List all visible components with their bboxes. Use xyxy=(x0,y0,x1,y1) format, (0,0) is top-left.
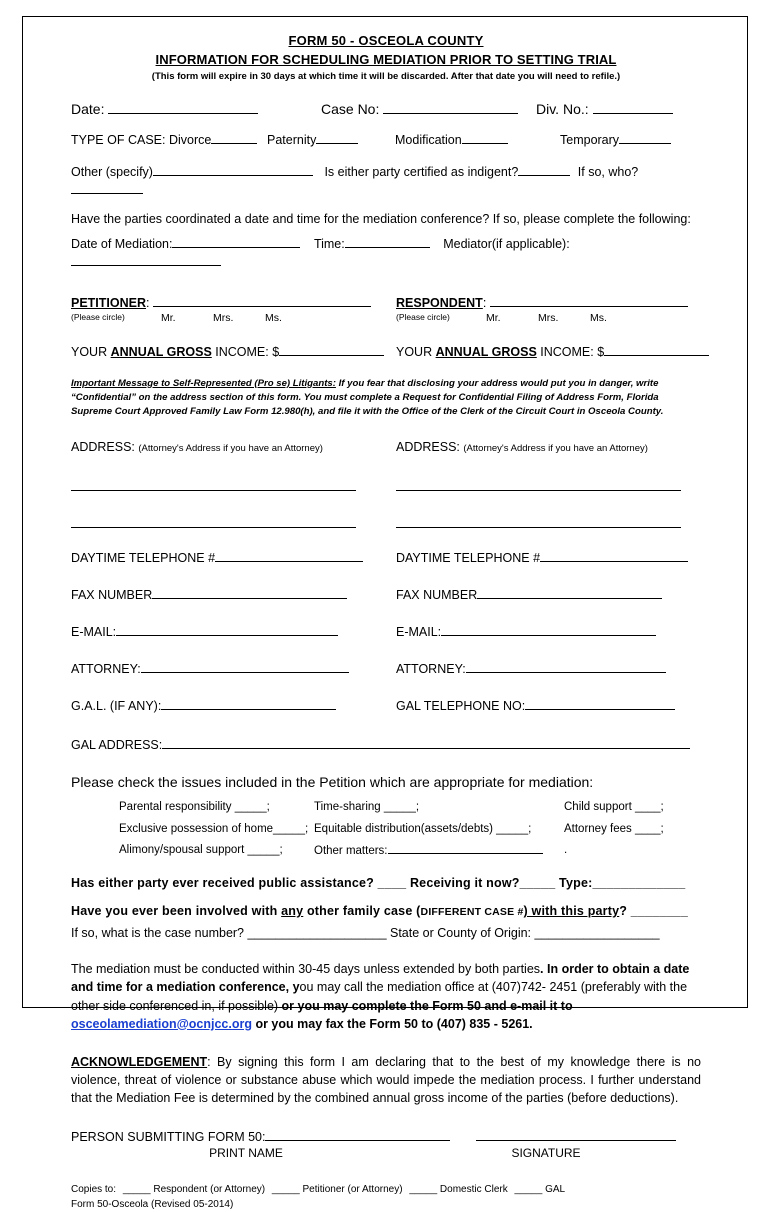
petitioner-gal[interactable] xyxy=(71,696,386,713)
modification-blank[interactable] xyxy=(462,130,508,144)
petitioner-title-ms[interactable]: Ms. xyxy=(265,311,282,324)
type-of-case-paternity[interactable] xyxy=(267,130,395,149)
issue-time-sharing[interactable]: Time-sharing _____; xyxy=(314,801,420,814)
respondent-attorney[interactable] xyxy=(396,659,701,676)
respondent-income-blank[interactable] xyxy=(604,342,709,356)
issue-other-matters-blank[interactable] xyxy=(388,840,543,854)
date-label: Date: xyxy=(71,101,105,117)
family-case-different-case: DIFFERENT CASE # xyxy=(420,906,524,919)
daytime-telephone-label-petitioner: DAYTIME TELEPHONE # xyxy=(71,551,216,566)
signature-blank[interactable] xyxy=(476,1127,676,1141)
date-field-group[interactable] xyxy=(71,100,321,117)
petitioner-title-mr[interactable]: Mr. xyxy=(161,311,176,324)
divorce-blank[interactable] xyxy=(211,130,257,144)
fax-label-petitioner: FAX NUMBER xyxy=(71,588,153,603)
person-submitting-label: PERSON SUBMITTING FORM 50: xyxy=(71,1130,266,1145)
respondent-gal-telephone[interactable] xyxy=(396,696,701,713)
respondent-title-mr[interactable]: Mr. xyxy=(486,311,501,324)
mediator-label: Mediator(if applicable): xyxy=(443,236,570,251)
family-case-pre: Have you ever been involved with xyxy=(71,904,282,919)
respondent-address-block xyxy=(386,440,701,528)
gal-address-blank[interactable] xyxy=(162,735,690,749)
type-of-case-label: TYPE OF CASE: xyxy=(71,133,166,147)
gal-telephone-label: GAL TELEPHONE NO: xyxy=(396,699,526,714)
form-revision-id: Form 50-Osceola (Revised 05-2014) xyxy=(71,1199,234,1211)
parties-row xyxy=(71,293,701,324)
issue-exclusive-possession[interactable]: Exclusive possession of home_____; xyxy=(119,822,309,835)
mediation-line1b: . In order to xyxy=(540,962,609,977)
warning-text: If you fear that disclosing your address would put you in danger, write “Confidential” on the address section of this form. You must complete a Request for Confidential Filing of Address Form, Florida Supreme Court Approved Family Law Form 12.980(h), and file it with the Office of the Clerk of the Circuit Court in Osceola County. xyxy=(71,377,664,417)
petitioner-heading: PETITIONER: xyxy=(71,293,386,310)
petitioner-income-line xyxy=(71,345,384,359)
copy-petitioner[interactable]: _____ Petitioner (or Attorney) xyxy=(271,1184,403,1196)
address-row xyxy=(71,440,701,528)
time-blank[interactable] xyxy=(345,234,430,248)
respondent-address-line-2[interactable] xyxy=(396,507,681,528)
gal-label-petitioner: G.A.L. (IF ANY): xyxy=(71,699,162,714)
div-no-blank[interactable] xyxy=(593,100,673,114)
fax-label-respondent: FAX NUMBER xyxy=(396,588,478,603)
respondent-daytime-telephone[interactable] xyxy=(396,548,701,565)
issues-row xyxy=(119,819,701,840)
respondent-address-label xyxy=(396,440,701,454)
email-label-petitioner: E-MAIL: xyxy=(71,625,117,640)
family-case-question[interactable] xyxy=(71,904,701,918)
respondent-heading: RESPONDENT: xyxy=(396,293,701,310)
other-specify-label: Other (specify) xyxy=(71,164,153,179)
mediation-line4a: and e-mail it to xyxy=(484,998,573,1013)
copies-footer xyxy=(71,1182,701,1212)
type-of-case-divorce[interactable] xyxy=(71,130,267,149)
petitioner-title-mrs[interactable]: Mrs. xyxy=(213,311,234,324)
mediation-line1a: The mediation must be conducted within 30-45 days unless extended by both parties xyxy=(71,962,541,977)
petitioner-fax-blank[interactable] xyxy=(152,585,347,599)
form-title: FORM 50 - OSCEOLA COUNTY xyxy=(288,33,484,48)
other-indigent-row xyxy=(71,162,701,199)
form-body xyxy=(71,33,701,1212)
petitioner-title-row xyxy=(71,312,386,324)
paternity-blank[interactable] xyxy=(316,130,358,144)
date-of-mediation-label: Date of Mediation: xyxy=(71,236,173,251)
income-prefix-respondent: YOUR xyxy=(396,344,433,359)
daytime-telephone-label-respondent: DAYTIME TELEPHONE # xyxy=(396,551,541,566)
person-submitting-blank[interactable] xyxy=(265,1127,450,1141)
divorce-label: Divorce xyxy=(168,133,212,147)
family-case-with-party: ) with this party xyxy=(523,904,620,919)
contact-rows xyxy=(71,528,701,713)
modification-label: Modification xyxy=(395,133,462,147)
petitioner-email-blank[interactable] xyxy=(116,622,338,636)
time-label: Time: xyxy=(313,236,345,251)
respondent-fax-blank[interactable] xyxy=(477,585,662,599)
attorney-label-petitioner: ATTORNEY: xyxy=(71,662,141,677)
signature-captions xyxy=(71,1146,701,1160)
person-submitting-row[interactable] xyxy=(71,1127,701,1144)
respondent-title-row xyxy=(396,312,701,324)
please-circle-label-petitioner: (Please circle) xyxy=(71,311,125,322)
acknowledgement-paragraph xyxy=(71,1053,701,1107)
petitioner-address-label xyxy=(71,440,386,454)
other-specify-blank[interactable] xyxy=(153,162,313,176)
respondent-income[interactable] xyxy=(386,342,701,361)
form-subtitle: INFORMATION FOR SCHEDULING MEDIATION PRIOR TO SETTING TRIAL xyxy=(155,52,617,67)
respondent-email-blank[interactable] xyxy=(441,622,656,636)
type-of-case-modification[interactable] xyxy=(395,130,560,149)
issue-other-matters[interactable] xyxy=(314,840,564,862)
case-no-blank[interactable] xyxy=(383,100,518,114)
petitioner-name-blank[interactable] xyxy=(153,293,371,307)
issue-child-support[interactable]: Child support ____; xyxy=(564,801,664,814)
copy-gal[interactable]: _____ GAL xyxy=(514,1184,566,1196)
type-of-case-row xyxy=(71,130,701,149)
temporary-blank[interactable] xyxy=(619,130,671,144)
respondent-title-mrs[interactable]: Mrs. xyxy=(538,311,559,324)
indigent-blank[interactable] xyxy=(518,162,570,176)
gal-address-label: GAL ADDRESS: xyxy=(71,738,163,753)
div-no-label: Div. No.: xyxy=(536,101,589,117)
temporary-label: Temporary xyxy=(560,133,620,147)
issue-other-matters-end: . xyxy=(564,844,568,856)
type-of-case-temporary[interactable] xyxy=(560,130,701,149)
paternity-label: Paternity xyxy=(267,133,317,147)
date-of-mediation-blank[interactable] xyxy=(172,234,300,248)
petitioner-attorney[interactable] xyxy=(71,659,386,676)
petitioner-gal-blank[interactable] xyxy=(161,696,336,710)
mediation-instructions xyxy=(71,960,701,1033)
gal-telephone-blank[interactable] xyxy=(525,696,675,710)
issue-parental-responsibility[interactable]: Parental responsibility _____; xyxy=(119,801,270,814)
petitioner-income-blank[interactable] xyxy=(279,342,384,356)
income-bold-petitioner: ANNUAL GROSS xyxy=(110,344,212,359)
public-assistance-question[interactable]: Has either party ever received public assistance? ____ Receiving it now?_____ Type:_____________ xyxy=(71,876,686,891)
copy-domestic-clerk[interactable]: _____ Domestic Clerk xyxy=(409,1184,508,1196)
income-row xyxy=(71,342,701,361)
mediation-line4b: or you may fax the Form 50 to (407) 835 - 5261. xyxy=(251,1016,533,1031)
acknowledgement-label: ACKNOWLEDGEMENT xyxy=(71,1054,208,1069)
mediation-phone-cont: 2451 xyxy=(549,980,578,995)
petitioner-address-line-1[interactable] xyxy=(71,470,356,491)
acknowledgement-text: : By signing this form I am declaring that to the best of my knowledge there is no violence, threat of violence or substance abuse which would impede the mediation process. I further understand that the Mediation Fee is determined by the combined annual gross income of the parties (before deductions). xyxy=(71,1054,701,1106)
confidential-address-warning xyxy=(71,377,701,419)
address-hint-respondent: (Attorney's Address if you have an Attorney) xyxy=(463,443,648,455)
petitioner-label: PETITIONER xyxy=(71,295,147,310)
respondent-fax[interactable] xyxy=(396,585,701,602)
if-so-who-label: If so, who? xyxy=(577,164,639,179)
income-bold-respondent: ANNUAL GROSS xyxy=(435,344,537,359)
warning-lead: Important Message to Self-Represented (Pro se) Litigants: xyxy=(71,377,336,389)
coordinated-question: Have the parties coordinated a date and time for the mediation conference? If so, please complete the following: xyxy=(71,211,691,226)
mediation-line2b: ou may call the mediation office at (407)742- xyxy=(299,980,546,995)
mediation-line2a: obtain a date and time for a mediation conference, y xyxy=(71,962,690,995)
mediator-blank[interactable] xyxy=(71,252,221,266)
petitioner-daytime-telephone[interactable] xyxy=(71,548,386,565)
case-number-question[interactable]: If so, what is the case number? ____________________ State or County of Origin: __________________ xyxy=(71,926,660,941)
respondent-attorney-blank[interactable] xyxy=(466,659,666,673)
if-so-who-blank[interactable] xyxy=(71,180,143,194)
case-no-field-group[interactable] xyxy=(321,100,536,117)
email-label-respondent: E-MAIL: xyxy=(396,625,442,640)
div-no-field-group[interactable] xyxy=(536,100,701,117)
case-no-label: Case No: xyxy=(321,101,380,117)
income-suffix-petitioner: INCOME: $ xyxy=(215,344,280,359)
respondent-email[interactable] xyxy=(396,622,701,639)
issues-row xyxy=(119,840,701,862)
date-blank[interactable] xyxy=(108,100,258,114)
respondent-name-blank[interactable] xyxy=(490,293,688,307)
issues-row xyxy=(119,797,701,818)
mediation-line3c: or you may complete the Form 50 xyxy=(281,998,481,1013)
family-case-any: any xyxy=(281,904,304,919)
attorney-label-respondent: ATTORNEY: xyxy=(396,662,466,677)
petitioner-email[interactable] xyxy=(71,622,386,639)
issues-list xyxy=(119,797,701,862)
respondent-block xyxy=(386,293,701,324)
respondent-title-ms[interactable]: Ms. xyxy=(590,311,607,324)
petitioner-address-line-2[interactable] xyxy=(71,507,356,528)
gal-address-row[interactable] xyxy=(71,735,701,752)
mediation-email-link[interactable]: osceolamediation@ocnjcc.org xyxy=(71,1016,252,1031)
respondent-address-line-1[interactable] xyxy=(396,470,681,491)
expiration-note: (This form will expire in 30 days at which time it will be discarded. After that date you will need to refile.) xyxy=(151,71,621,82)
respondent-label: RESPONDENT xyxy=(396,295,483,310)
petitioner-daytime-telephone-blank[interactable] xyxy=(215,548,363,562)
issue-other-matters-label: Other matters: xyxy=(314,845,388,857)
signature-caption: SIGNATURE xyxy=(511,1146,581,1161)
mediation-datetime-row xyxy=(71,234,701,271)
date-case-div-row xyxy=(71,100,701,117)
address-hint-petitioner: (Attorney's Address if you have an Attorney) xyxy=(138,443,323,455)
petitioner-address-block xyxy=(71,440,386,528)
petitioner-attorney-blank[interactable] xyxy=(141,659,349,673)
petitioner-income[interactable] xyxy=(71,342,386,361)
family-case-end: ? ________ xyxy=(619,904,688,919)
respondent-daytime-telephone-blank[interactable] xyxy=(540,548,688,562)
family-case-mid: other family case ( xyxy=(303,904,421,919)
issues-title: Please check the issues included in the Petition which are appropriate for mediation: xyxy=(71,774,594,791)
address-label-respondent: ADDRESS: xyxy=(396,440,460,455)
address-label-petitioner: ADDRESS: xyxy=(71,440,135,455)
petitioner-block xyxy=(71,293,386,324)
mediation-line3b: (preferably with the other side conferenced in, if possible) xyxy=(71,980,688,1013)
copies-label: Copies to: xyxy=(71,1184,117,1196)
form-sheet xyxy=(22,16,748,1211)
issue-alimony[interactable]: Alimony/spousal support _____; xyxy=(119,844,283,856)
please-circle-label-respondent: (Please circle) xyxy=(396,311,450,322)
issue-attorney-fees[interactable]: Attorney fees ____; xyxy=(564,822,664,835)
respondent-contact-block xyxy=(386,528,701,713)
petitioner-contact-block xyxy=(71,528,386,713)
issue-equitable-distribution[interactable]: Equitable distribution(assets/debts) _____; xyxy=(314,822,532,835)
respondent-income-line xyxy=(396,345,709,359)
income-prefix-petitioner: YOUR xyxy=(71,344,108,359)
indigent-question: Is either party certified as indigent? xyxy=(324,164,519,179)
income-suffix-respondent: INCOME: $ xyxy=(540,344,605,359)
petitioner-fax[interactable] xyxy=(71,585,386,602)
print-name-caption: PRINT NAME xyxy=(209,1146,283,1161)
copy-respondent[interactable]: _____ Respondent (or Attorney) xyxy=(122,1184,266,1196)
